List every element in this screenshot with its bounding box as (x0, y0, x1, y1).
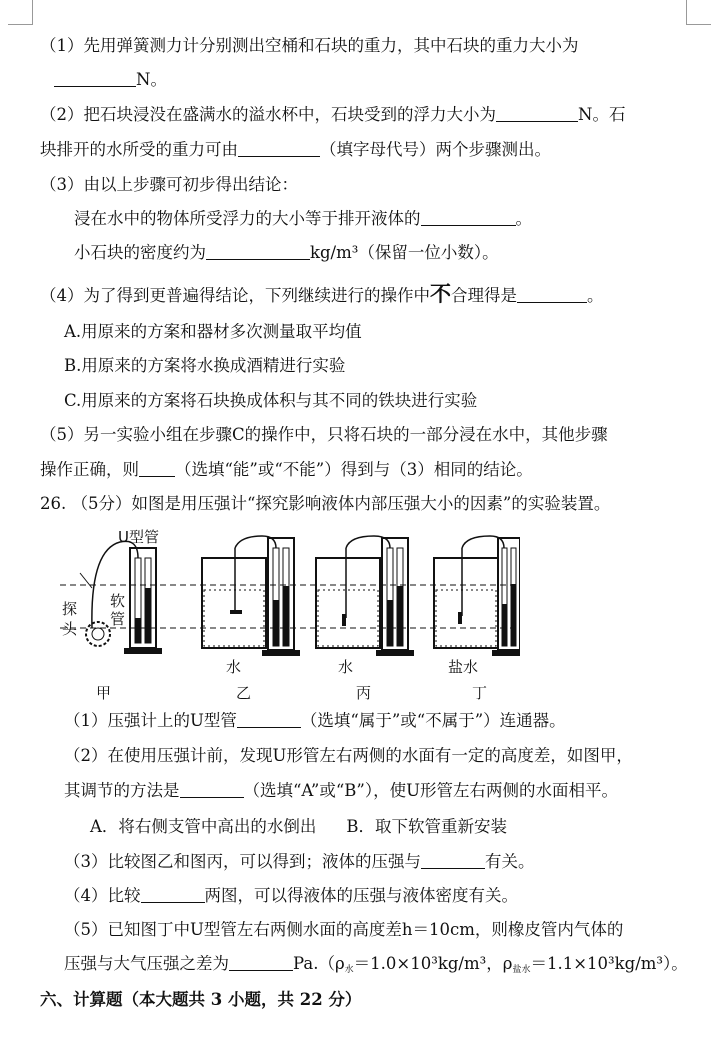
q26-part5-text-c: Pa.（ρ (293, 954, 345, 973)
q26-part5-line1 (64, 916, 699, 944)
q25-part2-text: （2）把石块浸没在盛满水的溢水杯中，石块受到的浮力大小为 (40, 105, 496, 124)
q26-part1-line (64, 707, 699, 735)
period-text: 。 (587, 286, 604, 305)
q25-part4-line (40, 280, 699, 308)
apparatus-bing (316, 536, 414, 656)
q26-part5-text: （5）已知图丁中U型管左右两侧水面的高度差h＝10cm，则橡皮管内气体的 (64, 920, 624, 939)
option-c-text: C.用原来的方案将石块换成体积与其不同的铁块进行实验 (64, 391, 478, 410)
answer-blank-pressure-diff[interactable] (229, 952, 293, 971)
q26-part1-text: （1）压强计上的U型管 (64, 711, 237, 730)
corner-mark-right (686, 0, 711, 25)
q25-part1-line1 (40, 32, 699, 60)
unit-text: N。 (136, 70, 167, 89)
q26-part5-text-e: ＝1.1×10³kg/m³）。 (530, 954, 688, 973)
emphasis-not: 不 (430, 281, 451, 306)
q26-part2-text: （2）在使用压强计前，发现U形管左右两侧的水面有一定的高度差，如图甲， (64, 746, 633, 765)
answer-blank-buoyancy[interactable] (496, 103, 578, 122)
q25-part1-text: （1）先用弹簧测力计分别测出空桶和石块的重力，其中石块的重力大小为 (40, 36, 579, 55)
answer-blank-depth[interactable] (421, 850, 485, 869)
q26-part5-line2 (64, 950, 699, 978)
q25-part2-text-b: N。石 (578, 105, 626, 124)
q26-part3-text: （3）比较图乙和图丙，可以得到；液体的压强与 (64, 852, 421, 871)
q25-part1-line2 (54, 66, 699, 94)
answer-blank-figures[interactable] (141, 884, 205, 903)
q26-option-a: A．将右侧支管中高出的水倒出 (90, 817, 317, 836)
label-water-bing: 水 (338, 658, 354, 676)
q25-part3-text: （3）由以上步骤可初步得出结论： (40, 175, 298, 194)
answer-blank-stone-weight[interactable] (54, 68, 136, 87)
label-fig-yi: 乙 (236, 684, 252, 702)
label-probe-1: 探 (62, 600, 78, 618)
q25-part5-text: （5）另一实验小组在步骤C的操作中，只将石块的一部分浸在水中，其他步骤 (40, 425, 608, 444)
answer-blank-conclusion[interactable] (421, 207, 516, 226)
rho-brine-subscript: 盐水 (512, 965, 531, 975)
q26-part3-text-b: 有关。 (485, 852, 535, 871)
label-probe-2: 头 (62, 620, 78, 638)
label-hose-2: 管 (110, 610, 126, 628)
q26-option-b: B．取下软管重新安装 (346, 817, 508, 836)
q25-part4-text-b: 合理得是 (451, 286, 517, 305)
q25-option-b (64, 352, 699, 380)
label-fig-bing: 丙 (356, 684, 372, 702)
apparatus-ding (434, 536, 520, 656)
q26-part2-text-c: （选填“A”或“B”），使U形管左右两侧的水面相平。 (243, 781, 619, 800)
label-brine-ding: 盐水 (448, 658, 479, 676)
section-six-text: 六、计算题（本大题共 3 小题，共 22 分） (40, 990, 362, 1009)
corner-mark-left (8, 0, 33, 25)
answer-blank-can-or-cannot[interactable] (139, 458, 175, 477)
q26-part2-line1 (64, 742, 699, 770)
period-text: 。 (515, 209, 532, 228)
q25-part2-text-c: 块排开的水所受的重力可由 (40, 140, 238, 159)
answer-blank-unreasonable[interactable] (517, 284, 587, 303)
option-a-text: A.用原来的方案和器材多次测量取平均值 (64, 322, 362, 341)
q26-part1-text-b: （选填“属于”或“不属于”）连通器。 (300, 711, 566, 730)
q25-part3-line1 (40, 171, 699, 199)
q25-part3-line2 (74, 205, 699, 233)
q26-part4-line (64, 882, 699, 910)
q25-part5-text-b: 操作正确，则 (40, 460, 139, 479)
q25-part2-line1 (40, 101, 699, 129)
option-b-text: B.用原来的方案将水换成酒精进行实验 (64, 356, 346, 375)
rho-water-subscript: 水 (344, 965, 354, 975)
q25-part3-conclusion: 浸在水中的物体所受浮力的大小等于排开液体的 (74, 209, 421, 228)
label-water-yi: 水 (226, 658, 242, 676)
q26-part2-line2 (64, 777, 699, 805)
q25-part2-text-d: （填字母代号）两个步骤测出。 (320, 140, 551, 159)
answer-blank-method[interactable] (180, 779, 244, 798)
q25-part3-line3 (74, 239, 699, 267)
q26-options-line (90, 813, 699, 841)
answer-blank-connector[interactable] (237, 709, 301, 728)
section-six-heading (40, 986, 699, 1014)
apparatus-yi (202, 536, 300, 656)
q25-part5-line2 (40, 456, 699, 484)
q26-part5-text-b: 压强与大气压强之差为 (64, 954, 229, 973)
q26-part4-text: （4）比较 (64, 886, 141, 905)
q26-title (40, 490, 699, 518)
answer-blank-density[interactable] (206, 241, 310, 260)
label-u-tube: U型管 (118, 528, 159, 546)
q25-density-text: 小石块的密度约为 (74, 243, 206, 262)
q26-part3-line (64, 848, 699, 876)
q25-part5-line1 (40, 421, 699, 449)
q26-title-text: 26. （5分）如图是用压强计“探究影响液体内部压强大小的因素”的实验装置。 (40, 494, 611, 513)
answer-blank-steps[interactable] (238, 138, 320, 157)
label-hose-1: 软 (110, 592, 126, 610)
q26-part5-text-d: ＝1.0×10³kg/m³，ρ (353, 954, 513, 973)
q25-part5-text-c: （选填“能”或“不能”）得到与（3）相同的结论。 (175, 460, 533, 479)
q25-part2-line2 (40, 136, 699, 164)
q25-option-c (64, 387, 699, 415)
q25-option-a (64, 318, 699, 346)
label-fig-ding: 丁 (472, 684, 488, 702)
q25-part4-text: （4）为了得到更普遍得结论，下列继续进行的操作中 (40, 286, 430, 305)
q26-part2-text-b: 其调节的方法是 (64, 781, 180, 800)
label-fig-jia: 甲 (96, 684, 112, 702)
q26-part4-text-b: 两图，可以得液体的压强与液体密度有关。 (204, 886, 518, 905)
q25-density-unit: kg/m³（保留一位小数）。 (310, 243, 499, 262)
pressure-gauge-figure (50, 528, 520, 703)
